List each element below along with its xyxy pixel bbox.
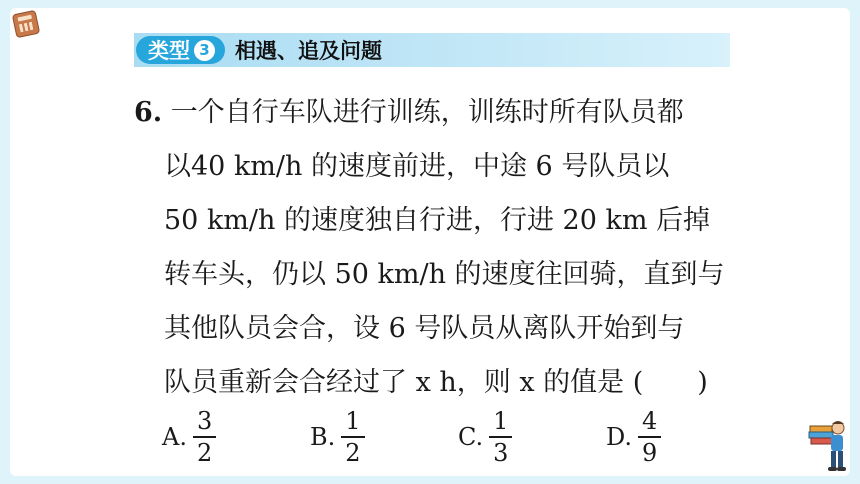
option-label: A. [162, 423, 187, 451]
question-line: 以40 km/h 的速度前进，中途 6 号队员以 [164, 151, 670, 182]
option-d[interactable] [606, 402, 661, 472]
fraction-denominator: 2 [345, 439, 361, 467]
question-line: 队员重新会合经过了 x h，则 x 的值是 ( ) [164, 367, 708, 398]
type-label: 类型 [148, 39, 190, 63]
kid-with-books-icon [804, 418, 850, 478]
fraction-denominator: 9 [642, 439, 658, 467]
question-number: 6. [134, 97, 163, 128]
option-a[interactable] [162, 402, 216, 472]
fraction-numerator: 3 [193, 406, 216, 438]
type-number: 3 [194, 40, 215, 61]
question-line: 6. 一个自行车队进行训练，训练时所有队员都 [134, 97, 684, 128]
option-fraction [489, 406, 512, 468]
option-label: D. [606, 423, 633, 451]
question-line: 转车头，仍以 50 km/h 的速度往回骑，直到与 [164, 259, 725, 290]
type-title: 相遇、追及问题 [235, 39, 382, 63]
fraction-numerator: 4 [638, 406, 661, 438]
fraction-denominator: 3 [493, 439, 509, 467]
option-c[interactable] [458, 402, 512, 472]
fraction-numerator: 1 [489, 406, 512, 438]
option-label: B. [310, 423, 336, 451]
option-fraction [193, 406, 216, 468]
option-fraction [638, 406, 661, 468]
question-line: 50 km/h 的速度独自行进，行进 20 km 后掉 [164, 205, 711, 236]
option-fraction [341, 406, 364, 468]
question-text [134, 86, 734, 410]
option-label: C. [458, 423, 484, 451]
fraction-denominator: 2 [196, 439, 213, 467]
type-badge [136, 36, 225, 64]
option-b[interactable] [310, 402, 365, 472]
answer-options [162, 402, 722, 472]
type-banner [134, 33, 730, 67]
fraction-numerator: 1 [341, 406, 364, 438]
calculator-icon [12, 10, 40, 38]
question-line: 其他队员会合，设 6 号队员从离队开始到与 [164, 313, 685, 344]
